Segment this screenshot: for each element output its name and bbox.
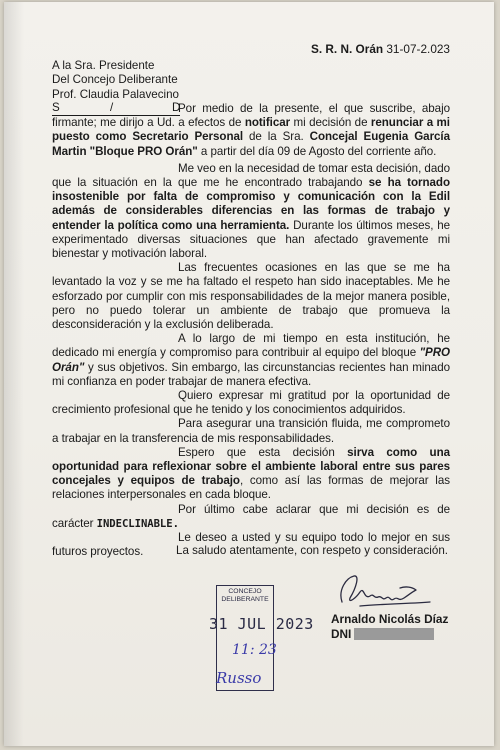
paragraph-6	[52, 417, 450, 445]
stamp-date: 31 JUL 2023	[209, 615, 314, 633]
paragraph-5-run: Quiero expresar mi gratitud por la oportunidad de crecimiento profesional que he tenido y los conocimientos adquiridos.	[52, 389, 450, 417]
stamp-line-2: DELIBERANTE	[221, 596, 269, 603]
letter-body	[52, 102, 450, 560]
paragraph-6-run: Para asegurar una transición fluida, me comprometo a trabajar en la transferencia de mis responsabilidades.	[52, 417, 450, 445]
date: 31-07-2.023	[386, 42, 450, 56]
paragraph-1-run: Concejal Eugenia García Martin "Bloque PRO Orán"	[52, 130, 450, 158]
paragraph-2	[52, 162, 450, 261]
dni-label: DNI	[331, 627, 352, 641]
paragraph-2-run: Me veo en la necesidad de tomar esta decisión, dado que la situación en la que me he encontrado trabajando	[52, 161, 451, 190]
paragraph-1-run: a partir del día 09 de Agosto del corriente año.	[197, 144, 437, 158]
sd-d: D	[172, 101, 181, 114]
signer-name: Arnaldo Nicolás Díaz	[331, 612, 449, 626]
paragraph-4-run: y sus objetivos. Sin embargo, las circunstancias recientes han minado mi confianza en poder trabajar de manera efectiva.	[52, 360, 450, 388]
paragraph-7	[52, 446, 450, 503]
paragraph-4-run: "PRO Orán"	[52, 346, 450, 374]
paragraph-5	[52, 389, 450, 417]
sd-slash: /	[110, 101, 114, 114]
paragraph-1-run: mi decisión de	[290, 116, 371, 130]
dni-redaction	[354, 628, 434, 640]
place-date	[311, 42, 450, 56]
addressee-line-1: A la Sra. Presidente	[52, 59, 155, 72]
closing-line: La saludo atentamente, con respeto y consideración.	[176, 544, 448, 557]
handwritten-time: 11: 23	[232, 642, 277, 658]
stamp-line-1: CONCEJO	[228, 588, 262, 595]
paragraph-9-run: Le deseo a usted y su equipo todo lo mejor en sus futuros proyectos.	[52, 531, 450, 559]
paragraph-1-run: notificar	[244, 116, 291, 130]
paragraph-4	[52, 332, 450, 389]
paragraph-4-run: A lo largo de mi tiempo en esta institución, he dedicado mi energía y compromiso para contribuir al equipo del bloque	[52, 332, 450, 360]
signer-block	[331, 612, 448, 642]
paragraph-8	[52, 503, 450, 531]
place: S. R. N. Orán	[310, 42, 384, 56]
paragraph-1-run: de la Sra.	[243, 130, 310, 144]
paragraph-3	[52, 261, 450, 332]
paragraph-1-run: renunciar a mi puesto como Secretario Personal	[52, 116, 450, 144]
addressee-line-2: Del Concejo Deliberante	[52, 73, 178, 87]
paragraph-7-run: Espero que esta decisión	[178, 445, 348, 459]
sd-s: S	[52, 101, 60, 114]
paragraph-3-run: Las frecuentes ocasiones en las que se me ha levantado la voz y se me ha faltado el respeto han sido inaceptables. Me he esforzado por cumplir con mis responsabilidades de la mejor manera posible, pero no puedo tolerar un ambiente de trabajo que promueva la desconsideración y la exclusión deliberada.	[52, 261, 450, 332]
addressee-block	[52, 59, 272, 102]
paragraph-7-run: , como así las formas de mejorar las relaciones interpersonales en cada bloque.	[52, 474, 450, 502]
paragraph-2-run: se ha tornado insostenible por falta de compromiso y comunicación con la Edil además de considerables diferencias en las formas de trabajo y entender la política como una herramienta.	[52, 176, 450, 232]
addressee-line-3: Prof. Claudia Palavecino	[52, 87, 179, 101]
paragraph-7-run: sirva como una oportunidad para reflexionar sobre el ambiente laboral entre sus pares concejales y equipos de trabajo	[52, 445, 450, 488]
paragraph-1-run: Por medio de la presente, el que suscribe, abajo firmante; me dirijo a Ud. a efectos de	[52, 102, 450, 130]
paragraph-1	[52, 102, 450, 159]
stamp-header	[216, 588, 274, 604]
paragraph-8-run: Por último cabe aclarar que mi decisión es de carácter	[52, 502, 450, 530]
signer-dni	[331, 627, 448, 642]
handwritten-signature	[320, 568, 440, 618]
paragraph-8-run: INDECLINABLE.	[96, 517, 179, 530]
paragraph-2-run: Durante los últimos meses, he experimentado diversas situaciones que han afectado gravemente mi bienestar y motivación laboral.	[52, 218, 450, 261]
handwritten-receiver: Russo	[216, 669, 262, 687]
letter-page	[4, 2, 494, 746]
